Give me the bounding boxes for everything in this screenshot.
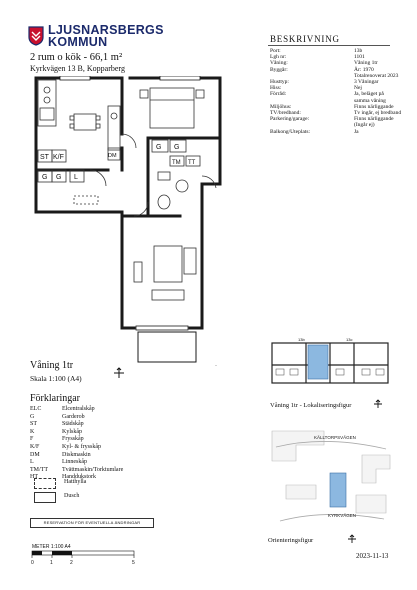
description-row — [270, 129, 414, 135]
legend-text: Kylskåp — [62, 428, 82, 435]
legend-text: Frysskåp — [62, 436, 84, 443]
legend-item — [30, 421, 123, 429]
legend-list — [30, 406, 123, 482]
legend-abbr: F — [30, 436, 34, 443]
description-value: Våning 1tr — [354, 60, 378, 67]
brand-line-2: KOMMUN — [48, 35, 108, 49]
description-value: Nej — [354, 85, 362, 92]
brand-name — [48, 24, 164, 48]
legend-abbr: ST — [30, 421, 38, 428]
description-value: Ja, beläget på — [354, 91, 384, 98]
description-divider — [268, 45, 390, 46]
label-tt: TT — [188, 160, 196, 166]
legend-item — [30, 406, 123, 414]
legend-text: Garderob — [62, 413, 85, 420]
meter-tick: 0 — [31, 560, 34, 566]
north-arrow-icon — [346, 533, 358, 545]
apartment-address: Kyrkvägen 13 B, Kopparberg — [30, 64, 125, 73]
legend-text: Elcentralskåp — [62, 406, 95, 412]
description-key: Våning: — [270, 60, 288, 67]
legend-item — [30, 444, 123, 452]
description-value: 1101 — [354, 54, 365, 61]
orientation-map-label: Orienteringsfigur — [268, 537, 314, 544]
description-key: Förråd: — [270, 91, 287, 98]
legend-abbr: L — [30, 459, 34, 466]
floor-plan — [30, 76, 260, 366]
shower-symbol — [34, 492, 56, 503]
description-key: Miljöhus: — [270, 103, 292, 110]
description-title: BESKRIVNING — [270, 34, 340, 44]
legend-text: Kyl- & frysskåp — [62, 443, 101, 450]
description-key: Parkering/garage: — [270, 116, 310, 123]
orientation-map — [266, 425, 394, 535]
highlighted-apartment — [308, 345, 328, 379]
legend-abbr: DM — [30, 451, 40, 458]
north-arrow-icon — [112, 366, 126, 380]
legend-abbr: HT — [30, 474, 38, 481]
legend-item — [30, 436, 123, 444]
location-map-label: Våning 1tr - Lokaliseringsfigur — [270, 402, 352, 409]
label-kf: K/F — [53, 154, 64, 161]
legend-text: Linneskåp — [62, 459, 87, 466]
reservation-note: RESERVATION FÖR EVENTUELLA ÄNDRINGAR — [30, 518, 154, 528]
legend-abbr: K/F — [30, 443, 40, 450]
description-key: Byggår: — [270, 66, 288, 73]
plan-date: 2023-11-13 — [356, 552, 389, 560]
legend-abbr: ELC — [30, 406, 42, 412]
description-value: Tv ingår, ej bredband — [354, 110, 402, 117]
legend-text: Städskåp — [62, 421, 84, 428]
legend-item — [30, 459, 123, 467]
description-key: TV/bredband: — [270, 110, 301, 117]
brand-line-1: LJUSNARSBERGS — [48, 23, 164, 37]
label-tm: TM — [172, 160, 181, 166]
stair-label-left: 13b — [298, 337, 305, 342]
description-value: Totalrenoverat 2023 — [354, 72, 399, 79]
description-value: 3 Våningar — [354, 79, 379, 86]
shelf-label: Hatthylla — [64, 479, 87, 485]
highlighted-building — [330, 473, 346, 507]
label-g3: G — [156, 144, 162, 151]
legend-text: Diskmaskin — [62, 451, 91, 458]
label-g2: G — [56, 174, 62, 181]
description-value: 13b — [354, 48, 363, 54]
legend-abbr: K — [30, 428, 35, 435]
description-key: Balkong/Uteplats: — [270, 128, 311, 135]
label-g1: G — [42, 174, 48, 181]
description-table — [270, 48, 414, 135]
label-dm: DM — [108, 153, 117, 159]
legend-abbr: TM/TT — [30, 466, 48, 473]
description-value: (Ingår ej) — [354, 122, 375, 129]
description-value: Finns närliggande — [354, 103, 394, 110]
meter-tick: 2 — [70, 560, 73, 566]
street-label-top: KÄLLTORPSVÄGEN — [314, 435, 356, 440]
north-arrow-icon — [372, 398, 384, 410]
meter-scale-bar — [30, 542, 150, 570]
description-key: Port: — [270, 48, 281, 54]
description-key: Hiss: — [270, 85, 282, 92]
stair-label-right: 13c — [346, 337, 353, 342]
legend-abbr: G — [30, 413, 35, 420]
description-value: samma våning — [354, 97, 386, 104]
label-st: ST — [40, 154, 49, 161]
apartment-title: 2 rum o kök - 66,1 m² — [30, 52, 123, 63]
street-label-bottom: KYRKVÄGEN — [328, 513, 357, 518]
floor-label: Våning 1tr — [30, 360, 74, 371]
legend-text: Handdukstork — [62, 474, 96, 481]
legend-title: Förklaringar — [30, 393, 80, 404]
legend-item — [30, 467, 123, 475]
description-key: Lgh nr: — [270, 54, 287, 61]
label-g4: G — [174, 144, 180, 151]
location-map — [266, 335, 394, 401]
legend-text: Tvättmaskin/Torktumlare — [62, 466, 124, 473]
municipality-crest-icon — [28, 26, 44, 46]
meter-title: METER 1:100 A4 — [32, 544, 71, 550]
meter-tick: 5 — [132, 560, 135, 566]
shower-label: Dusch — [64, 493, 80, 499]
scale-label: Skala 1:100 (A4) — [30, 374, 82, 383]
shelf-symbol — [34, 478, 56, 489]
description-key: Husttyp: — [270, 79, 289, 86]
meter-tick: 1 — [50, 560, 53, 566]
description-value: Ja — [354, 128, 359, 135]
description-value: Finns närliggande — [354, 116, 394, 123]
label-l: L — [74, 174, 78, 181]
description-value: År: 1970 — [354, 66, 374, 73]
